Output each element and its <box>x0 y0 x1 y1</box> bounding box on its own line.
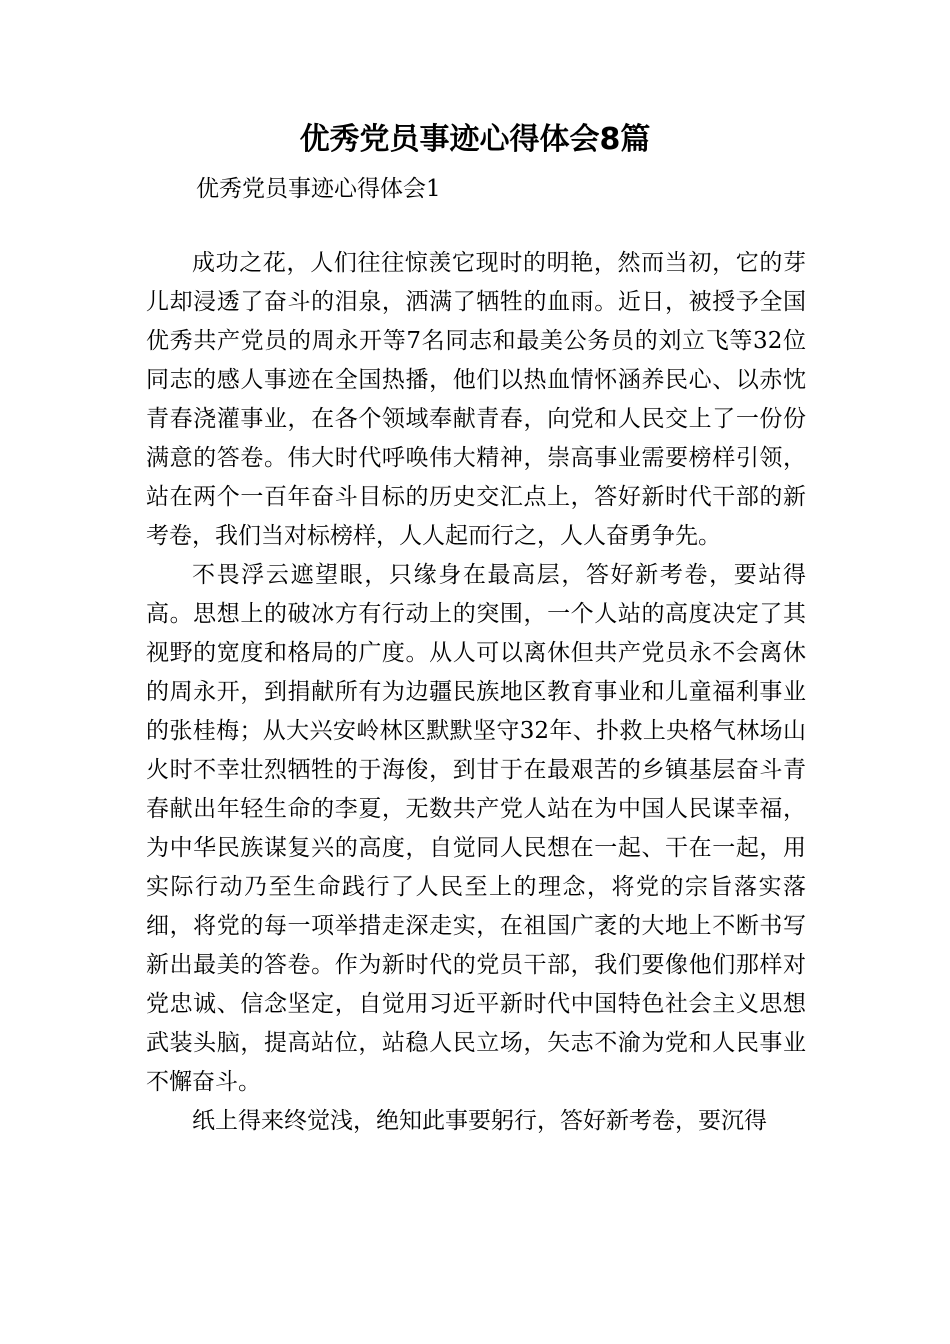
document-body <box>146 244 806 1141</box>
paragraph-1: 成功之花，人们往往惊羡它现时的明艳，然而当初，它的芽儿却浸透了奋斗的泪泉，洒满了牺牲的血雨。近日，被授予全国优秀共产党员的周永开等7名同志和最美公务员的刘立飞等32位同志的感人事迹在全国热播，他们以热血情怀涵养民心、以赤忱青春浇灌事业，在各个领域奉献青春，向党和人民交上了一份份满意的答卷。伟大时代呼唤伟大精神，崇高事业需要榜样引领，站在两个一百年奋斗目标的历史交汇点上，答好新时代干部的新考卷，我们当对标榜样，人人起而行之，人人奋勇争先。 <box>146 250 806 549</box>
document-subtitle: 优秀党员事迹心得体会1 <box>196 176 441 202</box>
paragraph-2: 不畏浮云遮望眼，只缘身在最高层，答好新考卷，要站得高。思想上的破冰方有行动上的突围，一个人站的高度决定了其视野的宽度和格局的广度。从人可以离休但共产党员永不会离休的周永开，到捐献所有为边疆民族地区教育事业和儿童福利事业的张桂梅；从大兴安岭林区默默坚守32年、扑救上央格气林场山火时不幸壮烈牺牲的于海俊，到甘于在最艰苦的乡镇基层奋斗青春献出年轻生命的李夏，无数共产党人站在为中国人民谋幸福，为中华民族谋复兴的高度，自觉同人民想在一起、干在一起，用实际行动乃至生命践行了人民至上的理念，将党的宗旨落实落细，将党的每一项举措走深走实，在祖国广袤的大地上不断书写新出最美的答卷。作为新时代的党员干部，我们要像他们那样对党忠诚、信念坚定，自觉用习近平新时代中国特色社会主义思想武装头脑，提高站位，站稳人民立场，矢志不渝为党和人民事业不懈奋斗。 <box>146 562 806 1095</box>
paragraph-3: 纸上得来终觉浅，绝知此事要躬行，答好新考卷，要沉得 <box>192 1108 767 1134</box>
document-title: 优秀党员事迹心得体会8篇 <box>299 122 651 157</box>
